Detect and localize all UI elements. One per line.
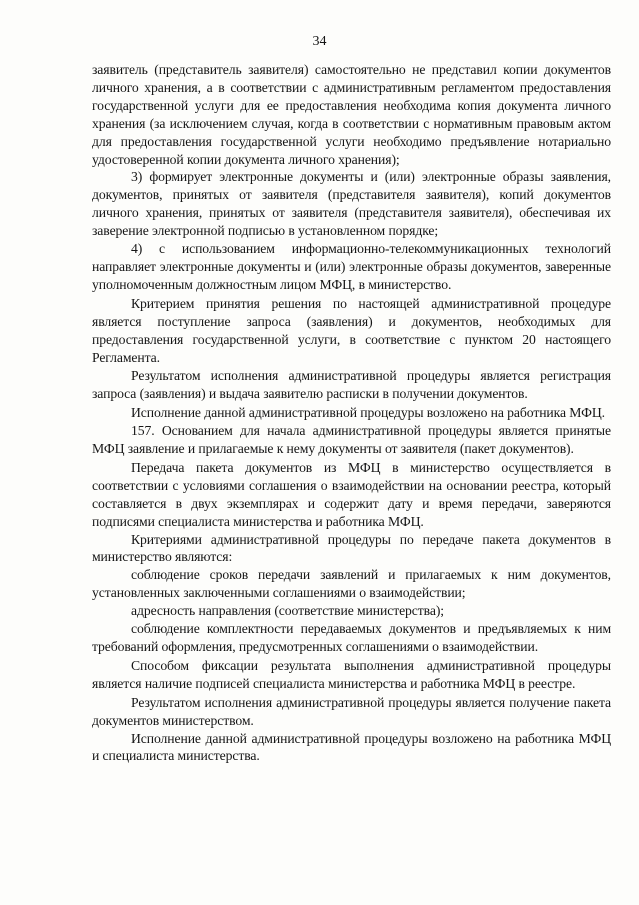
page-number: 34 [312, 34, 327, 49]
paragraph-decision-criterion: Критерием принятия решения по настоящей административной процедуре является поступление запроса (заявления) и документов, необходимых для предоставления государственной услуги, в соответствие с пунктом 20 настоящего Регламента. [92, 295, 611, 365]
paragraph-criterion-deadlines: соблюдение сроков передачи заявлений и прилагаемых к ним документов, установленных заключенными соглашениями о взаимодействии; [92, 567, 611, 601]
paragraph-criterion-completeness: соблюдение комплектности передаваемых документов и предъявляемых к ним требований оформления, предусмотренных соглашениями о взаимодействии. [92, 621, 611, 654]
paragraph-157: 157. Основанием для начала административной процедуры является принятые МФЦ заявление и прилагаемые к нему документы от заявителя (пакет документов). [92, 423, 611, 457]
paragraph-item-4: 4) с использованием информационно-телекоммуникационных технологий направляет электронные документы и (или) электронные образы документов, заверенные уполномоченным должностным лицом МФЦ, в министерство. [92, 241, 611, 292]
paragraph-criterion-addressing: адресность направления (соответствие министерства); [131, 603, 444, 619]
paragraph-executor-mfc-ministry: Исполнение данной административной процедуры возложено на работника МФЦ и специалиста министерства. [92, 730, 611, 764]
paragraph-continuation: заявитель (представитель заявителя) самостоятельно не представил копии документов личного хранения, а в соответствии с административным регламентом предоставления государственной услуги для ее предоставления необходима копия документа личного хранения (за исключением случая, когда в соответствии с нормативным правовым актом для предоставления государственной услуги необходимо предъявление нотариально удостоверенной копии документа личного хранения); [92, 62, 611, 167]
paragraph-fixation-method: Способом фиксации результата выполнения административной процедуры является наличие подписей специалиста министерства и работника МФЦ в реестре. [92, 657, 611, 691]
paragraph-result-registration: Результатом исполнения административной процедуры является регистрация запроса (заявления) и выдача заявителю расписки в получении документов. [92, 368, 611, 402]
paragraph-result-receipt: Результатом исполнения административной процедуры является получение пакета документов министерством. [92, 694, 611, 728]
paragraph-item-3: 3) формирует электронные документы и (или) электронные образы заявления, документов, принятых от заявителя (представителя заявителя), копий документов личного хранения, принятых от заявителя (представителя заявителя), обеспечивая их заверение электронной подписью в установленном порядке; [92, 169, 611, 239]
paragraph-executor-mfc: Исполнение данной административной процедуры возложено на работника МФЦ. [131, 405, 606, 421]
document-body [92, 61, 611, 765]
paragraph-transfer-package: Передача пакета документов из МФЦ в министерство осуществляется в соответствии с условиями соглашения о взаимодействии на основании реестра, который составляется в двух экземплярах и содержит дату и время передачи, заверяются подписями специалиста министерства и работника МФЦ. [92, 459, 611, 529]
paragraph-transfer-criteria: Критериями административной процедуры по передаче пакета документов в министерство являются: [92, 531, 611, 565]
